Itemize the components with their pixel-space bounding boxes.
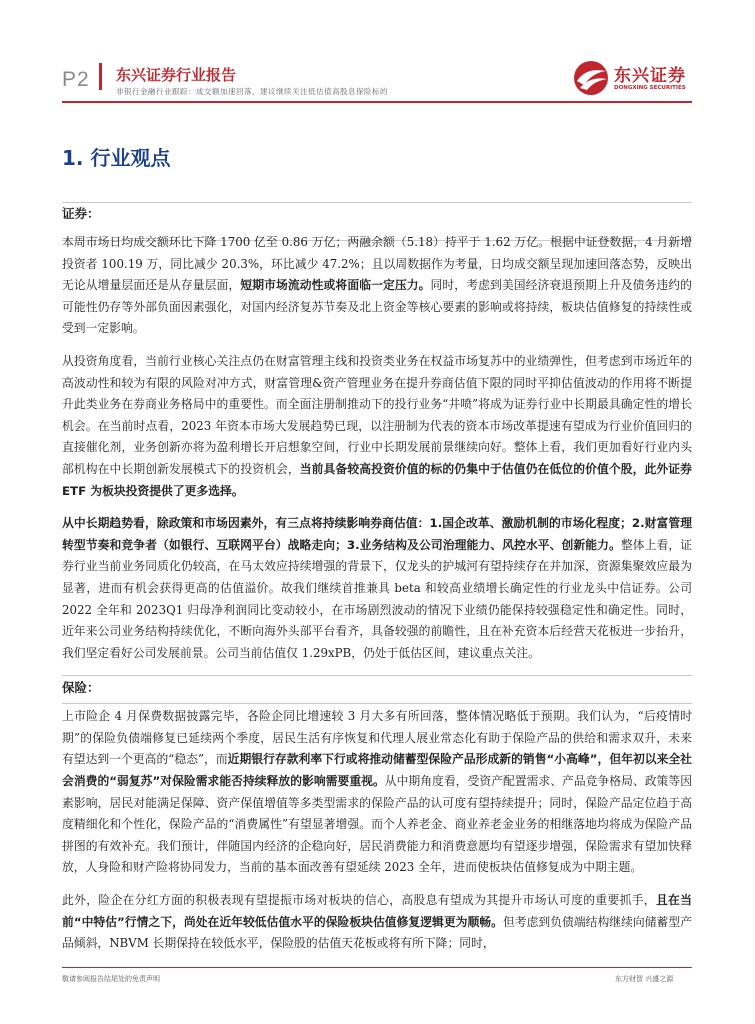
securities-paragraph-1: 本周市场日均成交额环比下降 1700 亿至 0.86 万亿；两融余额（5.18）持平于 1.62 万亿。根据中证登数据，4 月新增投资者 100.19 万，同比减少 20.3%，环比减少 47.2%；且以周数据作为考量，日均成交额呈现加速回落态势，反映出无论从增量层面还是从存量层面，短期市场流动性或将面临一定压力。同时，考虑到美国经济衰退预期上升及债务违约的可能性仍存等外部负面因素强化，对国内经济复苏节奏及北上资金等核心要素的影响或将持续，板块估值修复的持续性或受到一定影响。	[62, 235, 692, 336]
footer-slogan: 东方财智 兴盛之源	[615, 975, 674, 983]
securities-paragraph-2: 从投资角度看，当前行业核心关注点仍在财富管理主线和投资类业务在权益市场复苏中的业绩弹性，但考虑到市场近年的高波动性和较为有限的风险对冲方式，财富管理&资产管理业务在提升券商估值下限的同时平抑估值波动的作用将不断提升此类业务在券商业务格局中的重要性。而全面注册制推动下的投行业务“井喷”将成为证券行业中长期最具确定性的增长机会。在当前时点看，2023 年资本市场大发展趋势已现，以注册制为代表的资本市场改革提速有望成为行业价值回归的直接催化剂，业务创新亦将为盈利增长开启想象空间，行业中长期发展前景继续向好。整体上看，我们更加看好行业内头部机构在中长期创新发展模式下的投资机会，当前具备较高投资价值的标的仍集中于估值仍在低位的价值个股，此外证券 ETF 为板块投资提供了更多选择。	[62, 353, 692, 498]
logo-emblem-icon	[572, 59, 612, 97]
securities-paragraph-3: 从中长期趋势看，除政策和市场因素外，有三点将持续影响券商估值：1.国企改革、激励机制的市场化程度；2.财富管理转型节奏和竞争者（如银行、互联网平台）战略走向；3.业务结构及公司治理能力、风控水平、创新能力。整体上看，证券行业当前业务同质化仍较高，在马太效应持续增强的背景下，仅龙头的护城河有望持续存在并加深，资源集聚效应最为显著，进而有机会获得更高的估值溢价。故我们继续首推兼具 beta 和较高业绩增长确定性的行业龙头中信证券。公司 2022 全年和 2023Q1 归母净利润同比变动较小，在市场剧烈波动的情况下业绩仍能保持较强稳定性和确定性。同时，近年来公司业务结构持续优化，不断向海外头部平台看齐，具备较强的前瞻性，且在补充资本后经营天花板进一步抬升，我们坚定看好公司发展前景。公司当前估值仅 1.29xPB，仍处于低估区间，建议重点关注。	[62, 516, 692, 660]
insurance-paragraph-1: 上市险企 4 月保费数据披露完毕，各险企同比增速较 3 月大多有所回落，整体情况略低于预期。我们认为，“后疫情时期”的保险负债端修复已延续两个季度，居民生活有序恢复和代理人展业常态化有助于保险产品的供给和需求双升，未来有望达到一个更高的“稳态”，而近期银行存款利率下行或将推动储蓄型保险产品形成新的销售“小高峰”，但年初以来全社会消费的“弱复苏”对保险需求能否持续释放的影响需要重视。从中期角度看，受资产配置需求、产品竞争格局、政策等因素影响，居民对能满足保障、资产保值增值等多类型需求的保险产品的认可度有望持续提升；同时，保险产品定位趋于高度精细化和个性化，保险产品的“消费属性”有望显著增强。而个人养老金、商业养老金业务的相继落地均将成为保险产品拼图的有效补充。我们预计，伴随国内经济的企稳向好，居民消费能力和消费意愿均有望逐步增强，保险需求有望加快释放，人身险和财产险将协同发力，当前的基本面改善有望延续 2023 全年，进而使板块估值修复成为中期主题。	[62, 709, 692, 875]
footer-disclaimer: 敬请参阅报告结尾处的免责声明	[62, 975, 160, 983]
logo-name-cn: 东兴证券	[614, 66, 686, 86]
report-subtitle: 非银行金融行业跟踪：成交额加速回落，建议继续关注低估值高股息保险标的	[116, 87, 388, 96]
logo-name-en: DONGXING SECURITIES	[614, 85, 686, 91]
report-series-title: 东兴证券行业报告	[116, 66, 237, 84]
insurance-heading: 保险：	[62, 680, 100, 696]
footer-divider	[62, 967, 692, 968]
securities-heading: 证券：	[62, 206, 100, 221]
page-header	[0, 0, 755, 102]
section-title: 1. 行业观点	[62, 146, 171, 170]
insurance-paragraph-2: 此外，险企在分红方面的积极表现有望提振市场对板块的信心，高股息有望成为其提升市场认可度的重要抓手，且在当前“中特估”行情之下，尚处在近年较低估值水平的保险板块估值修复逻辑更为顺畅。但考虑到负债端结构继续向储蓄型产品倾斜，NBVM 长期保持在较低水平，保险股的估值天花板或将有所下降；同时，	[62, 893, 692, 951]
company-logo	[572, 59, 692, 99]
main-content	[62, 142, 692, 966]
header-divider	[62, 101, 692, 103]
header-accent-bar	[99, 63, 102, 90]
page-number: P2	[62, 68, 90, 91]
